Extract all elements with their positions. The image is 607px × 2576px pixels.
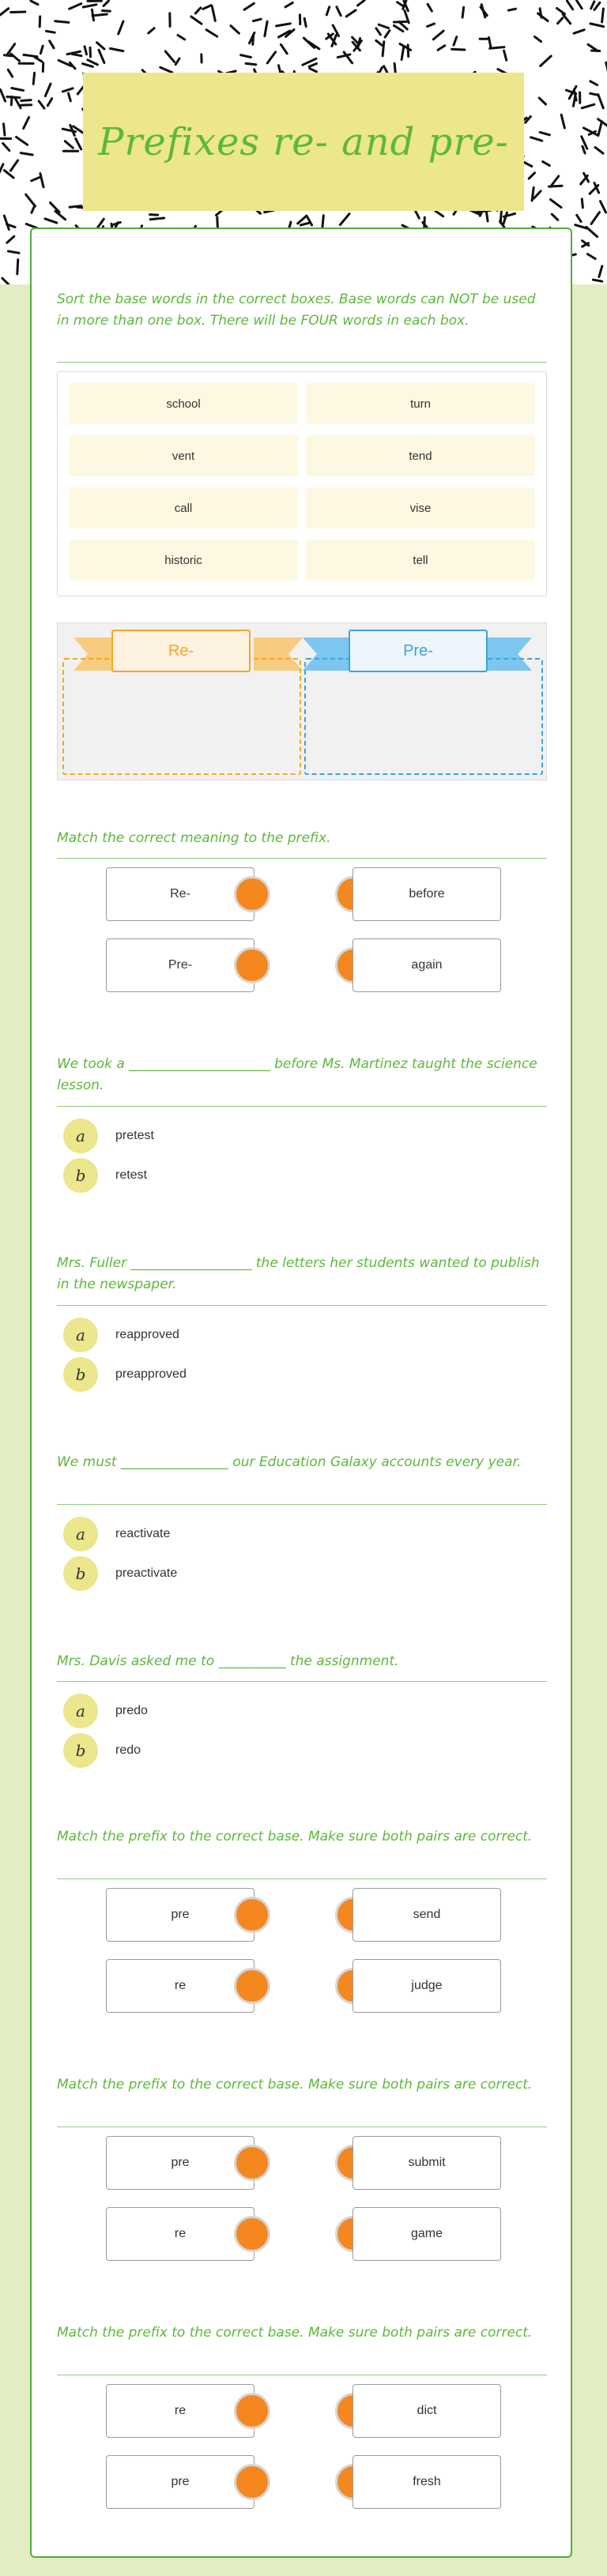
divider [57,362,547,363]
option-label[interactable]: preapproved [115,1367,187,1381]
option-label[interactable]: preactivate [115,1566,178,1580]
re-bin-label: Re- [111,630,251,672]
word-tile[interactable]: vent [69,435,298,476]
title-banner [83,73,524,211]
match-right-item[interactable]: again [353,938,501,992]
match-left-item[interactable]: re [106,2384,254,2438]
match-instruction: Match the prefix to the correct base. Make sure both pairs are correct. [57,2077,533,2093]
option-b-badge[interactable]: b [63,1357,98,1392]
option-label[interactable]: retest [115,1168,148,1182]
match-left-item[interactable]: pre [106,2455,254,2509]
worksheet-card [30,228,572,2558]
sort-bins [57,622,547,780]
match-left-item[interactable]: re [106,2207,254,2261]
word-tile[interactable]: call [69,487,298,528]
match-left-item[interactable]: Pre- [106,938,254,992]
pre-drop-zone[interactable] [304,658,543,775]
word-tile[interactable]: historic [69,540,298,581]
match-right-item[interactable]: fresh [353,2455,501,2509]
re-drop-zone[interactable] [62,658,301,775]
match-connector-dot[interactable] [234,947,270,983]
match-meaning-instruction: Match the correct meaning to the prefix. [57,830,331,846]
option-a-badge[interactable]: a [63,1694,98,1728]
match-connector-dot[interactable] [234,2145,270,2181]
page-title: Prefixes re- and pre- [98,119,509,164]
match-connector-dot[interactable] [234,1968,270,2004]
option-a-badge[interactable]: a [63,1318,98,1352]
match-left-item[interactable]: re [106,1959,254,2013]
match-right-item[interactable]: judge [353,1959,501,2013]
match-connector-dot[interactable] [234,1897,270,1933]
pre-bin-label: Pre- [349,630,488,672]
match-connector-dot[interactable] [234,2216,270,2252]
divider [57,1106,547,1107]
word-tile[interactable]: turn [306,383,535,424]
match-connector-dot[interactable] [234,2464,270,2500]
option-label[interactable]: reactivate [115,1527,171,1540]
match-right-item[interactable]: dict [353,2384,501,2438]
match-left-item[interactable]: Re- [106,867,254,921]
divider [57,1305,547,1306]
option-label[interactable]: predo [115,1704,148,1717]
match-connector-dot[interactable] [234,2393,270,2429]
divider [57,1504,547,1505]
option-label[interactable]: reapproved [115,1328,179,1341]
option-label[interactable]: pretest [115,1129,154,1142]
divider [57,1681,547,1682]
match-right-item[interactable]: submit [353,2136,501,2190]
match-right-item[interactable]: before [353,867,501,921]
option-label[interactable]: redo [115,1743,141,1757]
match-left-item[interactable]: pre [106,1888,254,1942]
divider [57,1878,547,1879]
match-connector-dot[interactable] [234,876,270,912]
word-tile[interactable]: school [69,383,298,424]
word-bank [57,371,547,596]
match-left-item[interactable]: pre [106,2136,254,2190]
question-text: Mrs. Davis asked me to __________ the assignment. [57,1653,399,1669]
match-instruction: Match the prefix to the correct base. Make sure both pairs are correct. [57,2325,533,2341]
question-text: We took a _____________________ before Ms. Martinez taught the science lesson. [57,1056,537,1093]
option-a-badge[interactable]: a [63,1517,98,1551]
question-text: We must ________________ our Education Galaxy accounts every year. [57,1454,522,1470]
word-tile[interactable]: tend [306,435,535,476]
option-b-badge[interactable]: b [63,1158,98,1193]
option-b-badge[interactable]: b [63,1556,98,1591]
option-b-badge[interactable]: b [63,1733,98,1768]
option-a-badge[interactable]: a [63,1119,98,1153]
match-right-item[interactable]: game [353,2207,501,2261]
word-tile[interactable]: vise [306,487,535,528]
question-text: Mrs. Fuller __________________ the letters her students wanted to publish in the newspaper. [57,1255,540,1292]
divider [57,858,547,859]
match-instruction: Match the prefix to the correct base. Make sure both pairs are correct. [57,1829,533,1845]
match-right-item[interactable]: send [353,1888,501,1942]
word-tile[interactable]: tell [306,540,535,581]
sort-instruction: Sort the base words in the correct boxes. Base words can NOT be used in more than one box. There will be FOUR words in each box. [57,291,536,329]
